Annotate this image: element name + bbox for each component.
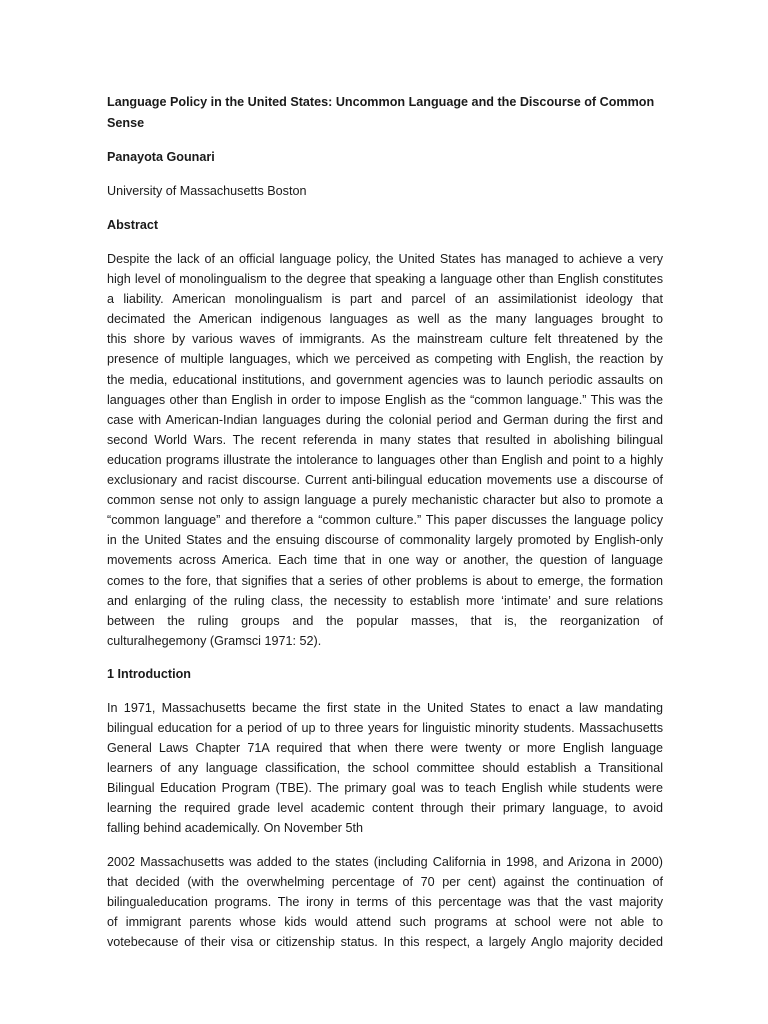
text-line: between the ruling groups and the popular masses, that is, the reorganization of — [107, 613, 663, 628]
author-name: Panayota Gounari — [107, 150, 215, 164]
text-line: “common language” and therefore a “common culture.” This paper discusses the language policy — [107, 513, 663, 528]
text-line: 2002 Massachusetts was added to the states (including California in 1998, and Arizona in 2000) — [107, 854, 663, 869]
text-line: in the United States and the ensuing discourse of commonality largely promoted by English-only — [107, 533, 663, 548]
text-line: learning the required grade level academic content through their primary language, to avoid — [107, 801, 663, 816]
text-line: learners of any language classification, the school committee should establish a Transitional — [107, 761, 663, 776]
text-line: falling behind academically. On November 5th — [107, 821, 363, 836]
text-line: common sense not only to assign language a purely mechanistic character but also to promote a — [107, 493, 663, 508]
text-line: votebecause of their visa or citizenship status. In this respect, a largely Anglo majority decided — [107, 934, 663, 949]
document-title: Language Policy in the United States: Uncommon Language and the Discourse of Common Sense — [107, 95, 655, 130]
author-affiliation: University of Massachusetts Boston — [107, 184, 307, 198]
text-line: of immigrant parents whose kids would attend such programs at school were not able to — [107, 914, 663, 929]
text-line: that decided (with the overwhelming percentage of 70 per cent) against the continuation of — [107, 874, 663, 889]
text-line: Bilingual Education Program (TBE). The primary goal was to teach English while students were — [107, 781, 663, 796]
text-line: decimated the American indigenous languages as well as the many languages brought to — [107, 312, 663, 327]
abstract-paragraph — [107, 249, 663, 651]
text-line: bilingual education for a period of up to three years for linguistic minority students. Massachusetts — [107, 720, 663, 735]
text-line: exclusionary and racist discourse. Current anti-bilingual education movements use a discourse of — [107, 473, 663, 488]
body-paragraph — [107, 852, 663, 952]
text-line: Despite the lack of an official language policy, the United States has managed to achieve a very — [107, 252, 663, 266]
text-line: education programs illustrate the intolerance to languages other than English and point to a highly — [107, 452, 663, 467]
abstract-heading: Abstract — [107, 218, 159, 232]
text-line: culturalhegemony (Gramsci 1971: 52). — [107, 633, 322, 648]
text-line: a liability. American monolingualism is part and parcel of an assimilationist ideology that — [107, 292, 663, 307]
text-line: languages other than English in order to impose English as the “common language.” This was the — [107, 392, 663, 407]
text-line: case with American-Indian languages during the colonial period and German during the first and — [107, 412, 663, 427]
text-line: the media, educational institutions, and government agencies was to launch periodic assaults on — [107, 372, 663, 387]
text-line: In 1971, Massachusetts became the first state in the United States to enact a law mandating — [107, 700, 663, 715]
text-line: high level of monolingualism to the degree that speaking a language other than English constitutes — [107, 272, 663, 287]
section-heading: 1 Introduction — [107, 666, 191, 681]
text-line: this shore by various waves of immigrants. As the mainstream culture felt threatened by the — [107, 332, 663, 347]
text-line: comes to the fore, that signifies that a series of other problems is about to emerge, the formation — [107, 573, 663, 588]
text-line: movements across America. Each time that in one way or another, the question of language — [107, 553, 663, 568]
intro-paragraph — [107, 698, 663, 839]
text-line: presence of multiple languages, which we perceived as competing with English, the reaction by — [107, 352, 663, 367]
text-line: second World Wars. The recent referenda in many states that resulted in abolishing bilingual — [107, 432, 663, 447]
text-line: and enlarging of the ruling class, the necessity to establish more ‘intimate’ and sure relations — [107, 593, 663, 608]
text-line: General Laws Chapter 71A required that when there were twenty or more English language — [107, 741, 663, 756]
text-line: bilingualeducation programs. The irony in terms of this percentage was that the vast majority — [107, 894, 663, 909]
